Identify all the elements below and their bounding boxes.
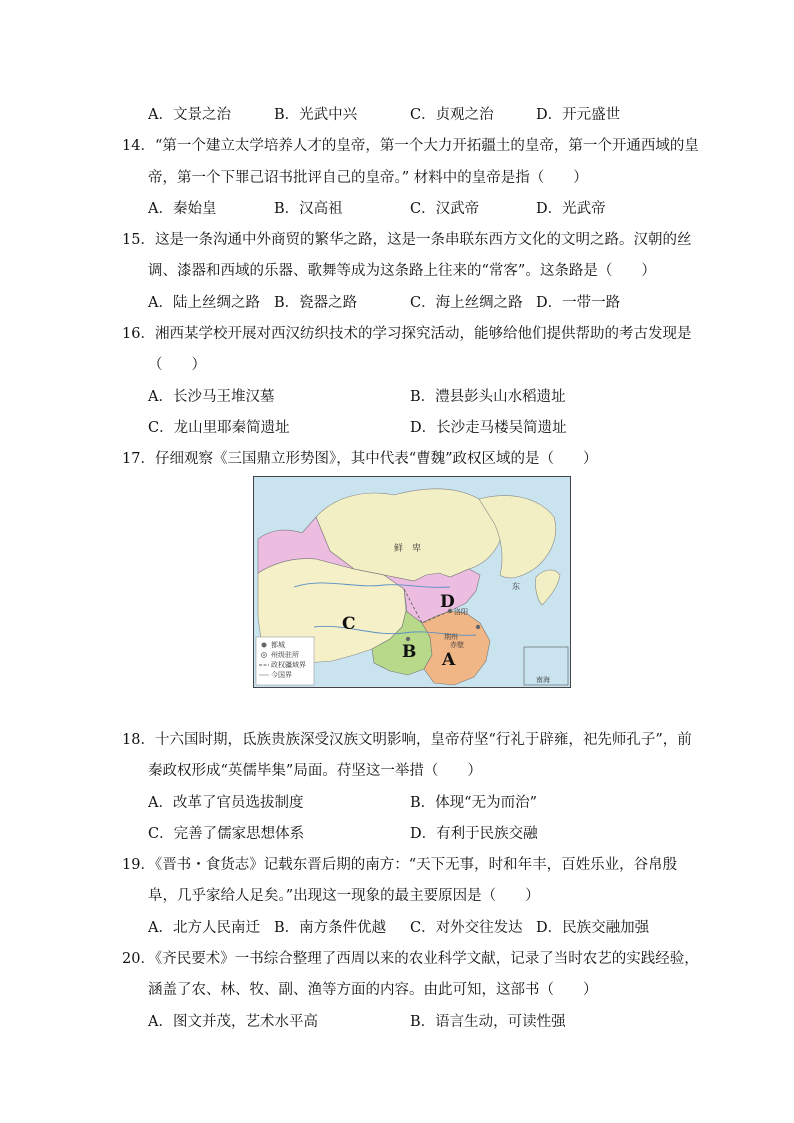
q19-option-c: C．对外交往发达 [410,920,523,936]
q14-option-a: A．秦始皇 [148,201,217,217]
map-legend-regime-border: 政权疆域界 [271,661,306,669]
q19-option-d: D．民族交融加强 [536,920,650,936]
map-label-east-sea: 东 [512,582,520,591]
q14-option-d: D．光武帝 [536,201,606,217]
map-legend-prefecture: 州级驻所 [271,651,299,659]
map-label-chibi: 赤壁 [450,641,464,649]
q17-stem: 17．仔细观察《三国鼎立形势图》，其中代表“曹魏”政权区域的是（ ） [122,451,598,467]
q13-option-c: C．贞观之治 [410,107,494,123]
q15-option-b: B．瓷器之路 [274,295,358,311]
q20-option-b: B．语言生动，可读性强 [410,1014,566,1030]
map-japan-islands [535,570,560,605]
q14-stem-line1: 14．“第一个建立太学培养人才的皇帝，第一个大力开拓疆土的皇帝，第一个开通西域的皇 [122,138,699,154]
map-label-jingzhou: 荆州 [444,633,458,641]
q14-option-c: C．汉武帝 [410,201,480,217]
q20-option-a: A．图文并茂，艺术水平高 [148,1014,318,1030]
q16-option-d: D．长沙走马楼吴简遗址 [410,420,567,436]
q18-option-d: D．有利于民族交融 [410,826,538,842]
map-label-luoyang: 洛阳 [454,608,468,616]
map-letter-c: C [342,614,356,634]
q19-stem-line1: 19．《晋书・食货志》记载东晋后期的南方：“天下无事，时和年丰，百姓乐业，谷帛殷 [122,857,678,873]
q16-stem-line1: 16．湘西某学校开展对西汉纺织技术的学习探究活动，能够给他们提供帮助的考古发现是 [122,326,692,342]
map-label-xianbei: 鲜 卑 [394,544,422,554]
q15-option-a: A．陆上丝绸之路 [148,295,260,311]
q13-option-a: A．文景之治 [148,107,231,123]
q19-option-b: B．南方条件优越 [274,920,387,936]
map-label-south-sea: 南海 [536,676,550,684]
q19-option-a: A．北方人民南迁 [148,920,260,936]
q15-stem-line2: 调、漆器和西域的乐器、歌舞等成为这条路上往来的“常客”。这条路是（ ） [148,263,656,279]
q19-stem-line2: 阜，几乎家给人足矣。”出现这一现象的最主要原因是（ ） [148,888,540,904]
q16-stem-line2: （ ） [148,357,206,373]
q18-option-b: B．体现“无为而治” [410,795,537,811]
q20-stem-line1: 20．《齐民要术》一书综合整理了西周以来的农业科学文献，记录了当时农艺的实践经验， [122,951,699,967]
q13-option-b: B．光武中兴 [274,107,358,123]
map-letter-d: D [440,592,455,612]
q16-option-a: A．长沙马王堆汉墓 [148,389,275,405]
q14-option-b: B．汉高祖 [274,201,343,217]
q15-stem-line1: 15．这是一条沟通中外商贸的繁华之路，这是一条串联东西方文化的文明之路。汉朝的丝 [122,232,692,248]
q16-option-b: B．澧县彭头山水稻遗址 [410,389,566,405]
map-legend-capital: 都城 [271,641,285,649]
map-letter-a: A [442,650,456,670]
q13-option-d: D．开元盛世 [536,107,621,123]
q16-option-c: C．龙山里耶秦简遗址 [148,420,290,436]
q18-option-a: A．改革了官员选拔制度 [148,795,304,811]
map-svg [254,477,570,687]
q18-stem-line2: 秦政权形成“英儒毕集”局面。苻坚这一举措（ ） [148,763,482,779]
q15-option-d: D．一带一路 [536,295,621,311]
map-letter-b: B [402,642,417,662]
q14-stem-line2: 帝，第一个下罪己诏书批评自己的皇帝。” 材料中的皇帝是指（ ） [148,170,588,186]
three-kingdoms-map [253,476,571,688]
q20-stem-line2: 涵盖了农、林、牧、副、渔等方面的内容。由此可知，这部书（ ） [148,982,598,998]
map-legend-modern-border: 今国界 [271,671,292,679]
q15-option-c: C．海上丝绸之路 [410,295,523,311]
q18-stem-line1: 18．十六国时期，氐族贵族深受汉族文明影响，皇帝苻坚“行礼于辟雍，祀先师孔子”，前 [122,732,692,748]
q18-option-c: C．完善了儒家思想体系 [148,826,305,842]
